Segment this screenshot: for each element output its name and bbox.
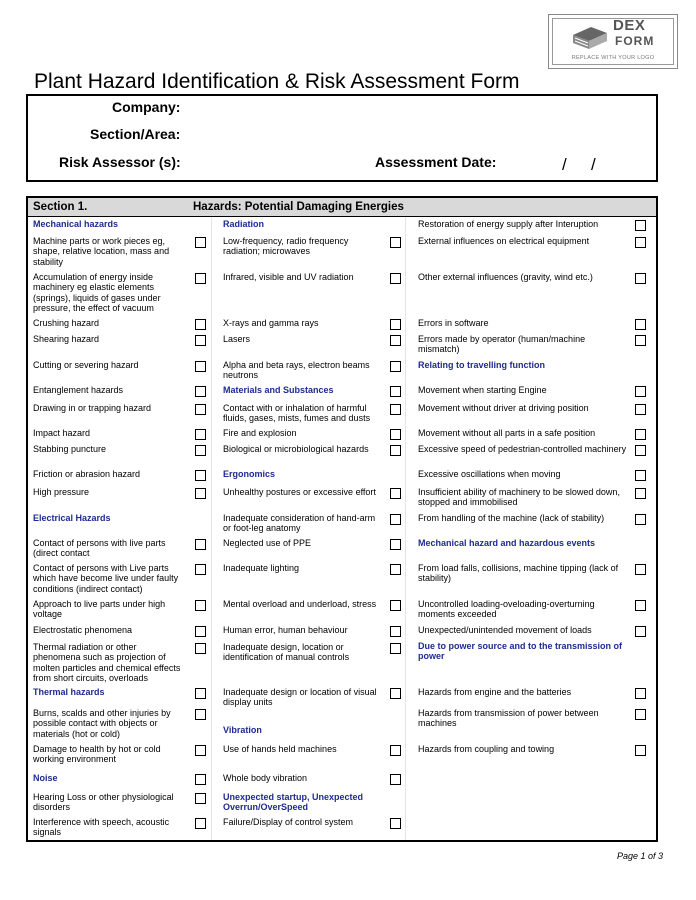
hazard-item-label: Mental overload and underload, stress: [223, 599, 377, 609]
hazard-item-label: Thermal radiation or other phenomena such as projection of molten particles and chemical effects from short circuits, overloads: [33, 642, 181, 684]
hazard-item-label: Movement when starting Engine: [418, 385, 547, 395]
date-slash-2: /: [591, 155, 596, 174]
hazard-category-heading: Ergonomics: [223, 469, 276, 479]
hazard-checkbox[interactable]: [195, 273, 206, 284]
section-heading: Hazards: Potential Damaging Energies: [193, 201, 404, 213]
risk-assessor-label: Risk Assessor (s):: [59, 154, 181, 170]
hazard-item-label: Failure/Display of control system: [223, 817, 354, 827]
column-divider: [405, 217, 406, 840]
hazard-item-label: Hazards from transmission of power between machines: [418, 708, 599, 729]
hazard-item-label: Biological or microbiological hazards: [223, 444, 369, 454]
hazard-checkbox[interactable]: [195, 774, 206, 785]
hazard-checkbox[interactable]: [195, 793, 206, 804]
hazard-item-label: Drawing in or trapping hazard: [33, 403, 152, 413]
hazard-item-label: Interference with speech, acoustic signals: [33, 817, 170, 838]
hazard-item-label: Excessive oscillations when moving: [418, 469, 561, 479]
hazard-checkbox[interactable]: [635, 220, 646, 231]
hazard-item-label: Whole body vibration: [223, 773, 308, 783]
hazard-checkbox[interactable]: [635, 429, 646, 440]
column-divider: [211, 217, 212, 840]
date-slash-1: /: [562, 155, 567, 174]
hazard-item-label: Hearing Loss or other physiological disorders: [33, 792, 174, 813]
hazard-item-label: Approach to live parts under high voltage: [33, 599, 166, 620]
hazard-item-label: Other external influences (gravity, wind etc.): [418, 272, 593, 282]
hazard-checkbox[interactable]: [390, 600, 401, 611]
hazard-checkbox[interactable]: [195, 404, 206, 415]
hazard-checkbox[interactable]: [635, 237, 646, 248]
hazard-checkbox[interactable]: [195, 361, 206, 372]
hazard-checkbox[interactable]: [195, 237, 206, 248]
hazard-item-label: Burns, scalds and other injuries by possible contact with objects or materials (hot or cold): [33, 708, 171, 739]
hazard-checkbox[interactable]: [390, 237, 401, 248]
hazard-item-label: Stabbing puncture: [33, 444, 107, 454]
hazard-category-heading: Thermal hazards: [33, 687, 105, 697]
hazard-checkbox[interactable]: [390, 429, 401, 440]
hazard-category-heading: Mechanical hazards: [33, 219, 119, 229]
hazard-checkbox[interactable]: [635, 404, 646, 415]
hazard-checkbox[interactable]: [635, 335, 646, 346]
hazard-item-label: Unexpected/unintended movement of loads: [418, 625, 592, 635]
hazard-item-label: Lasers: [223, 334, 251, 344]
hazard-checkbox[interactable]: [635, 709, 646, 720]
hazard-category-heading: Unexpected startup, Unexpected Overrun/OverSpeed: [223, 792, 364, 813]
page-title: Plant Hazard Identification & Risk Assessment Form: [34, 70, 520, 93]
hazard-item-label: Contact with or inhalation of harmful fluids, gases, mists, fumes and dusts: [223, 403, 371, 424]
hazard-checkbox[interactable]: [195, 319, 206, 330]
hazard-item-label: Movement without driver at driving position: [418, 403, 589, 413]
hazard-checkbox[interactable]: [195, 539, 206, 550]
hazard-category-heading: Radiation: [223, 219, 265, 229]
hazard-item-label: Human error, human behaviour: [223, 625, 348, 635]
hazard-checkbox[interactable]: [195, 688, 206, 699]
hazard-item-label: Impact hazard: [33, 428, 91, 438]
logo-tagline: REPLACE WITH YOUR LOGO: [571, 55, 655, 61]
hazard-checkbox[interactable]: [635, 626, 646, 637]
hazard-checkbox[interactable]: [195, 818, 206, 829]
company-label: Company:: [112, 99, 181, 115]
hazard-item-label: Low-frequency, radio frequency radiation; microwaves: [223, 236, 349, 257]
hazard-checkbox[interactable]: [390, 335, 401, 346]
hazard-item-label: Errors made by operator (human/machine mismatch): [418, 334, 586, 355]
hazard-checkbox[interactable]: [195, 488, 206, 499]
hazard-checkbox[interactable]: [195, 709, 206, 720]
hazard-checkbox[interactable]: [635, 470, 646, 481]
hazard-item-label: Damage to health by hot or cold working environment: [33, 744, 161, 765]
hazard-item-label: Accumulation of energy inside machinery eg elastic elements (springs), liquids of gases under pressure, the effect of vacuum: [33, 272, 161, 314]
hazard-checkbox[interactable]: [635, 273, 646, 284]
hazard-checkbox[interactable]: [390, 404, 401, 415]
page-number: Page 1 of 3: [617, 851, 664, 861]
hazard-item-label: Movement without all parts in a safe position: [418, 428, 596, 438]
hazard-item-label: From load falls, collisions, machine tipping (lack of stability): [418, 563, 619, 584]
hazard-checkbox[interactable]: [390, 273, 401, 284]
hazard-item-label: Contact of persons with live parts (direct contact: [33, 538, 166, 559]
hazard-item-label: Use of hands held machines: [223, 744, 337, 754]
hazard-item-label: Excessive speed of pedestrian-controlled machinery: [418, 444, 627, 454]
logo-book-icon: [571, 23, 609, 53]
hazard-item-label: High pressure: [33, 487, 90, 497]
hazard-checkbox[interactable]: [390, 818, 401, 829]
hazard-checkbox[interactable]: [390, 688, 401, 699]
hazard-checkbox[interactable]: [390, 488, 401, 499]
logo-text-dex: DEX: [613, 17, 646, 34]
hazard-checkbox[interactable]: [390, 514, 401, 525]
hazard-checkbox[interactable]: [635, 319, 646, 330]
hazard-checkbox[interactable]: [635, 564, 646, 575]
section-area-label: Section/Area:: [90, 126, 181, 142]
hazard-item-label: Crushing hazard: [33, 318, 100, 328]
hazard-item-label: Contact of persons with Live parts which have become live under faulty conditions (indirect contact): [33, 563, 179, 594]
hazard-item-label: Entanglement hazards: [33, 385, 124, 395]
hazard-item-label: Machine parts or work pieces eg, shape, relative location, mass and stability: [33, 236, 170, 267]
hazard-checkbox[interactable]: [195, 745, 206, 756]
hazard-category-heading: Relating to travelling function: [418, 360, 546, 370]
company-logo: [548, 14, 678, 69]
hazard-item-label: Fire and explosion: [223, 428, 297, 438]
hazard-item-label: Uncontrolled loading-oveloading-overturning moments exceeded: [418, 599, 595, 620]
hazard-checkbox[interactable]: [635, 688, 646, 699]
hazard-checkbox[interactable]: [195, 429, 206, 440]
hazard-checkbox[interactable]: [195, 335, 206, 346]
hazard-item-label: Inadequate consideration of hand-arm or foot-leg anatomy: [223, 513, 376, 534]
hazard-table: [26, 196, 658, 842]
hazard-item-label: Inadequate lighting: [223, 563, 300, 573]
hazard-checkbox[interactable]: [195, 564, 206, 575]
section-label: Section 1.: [33, 201, 88, 213]
info-box: [26, 94, 658, 182]
hazard-item-label: Alpha and beta rays, electron beams neutrons: [223, 360, 370, 381]
hazard-checkbox[interactable]: [195, 445, 206, 456]
hazard-item-label: Friction or abrasion hazard: [33, 469, 141, 479]
hazard-checkbox[interactable]: [390, 626, 401, 637]
hazard-checkbox[interactable]: [195, 600, 206, 611]
hazard-item-label: Infrared, visible and UV radiation: [223, 272, 354, 282]
hazard-checkbox[interactable]: [635, 445, 646, 456]
hazard-item-label: Errors in software: [418, 318, 489, 328]
hazard-category-heading: Electrical Hazards: [33, 513, 111, 523]
hazard-item-label: External influences on electrical equipment: [418, 236, 590, 246]
hazard-checkbox[interactable]: [390, 745, 401, 756]
hazard-category-heading: Noise: [33, 773, 58, 783]
hazard-item-label: Hazards from coupling and towing: [418, 744, 555, 754]
hazard-item-label: Inadequate design or location of visual display units: [223, 687, 377, 708]
hazard-checkbox[interactable]: [195, 470, 206, 481]
hazard-checkbox[interactable]: [390, 643, 401, 654]
hazard-category-heading: Materials and Substances: [223, 385, 334, 395]
hazard-checkbox[interactable]: [390, 445, 401, 456]
section-header: [28, 198, 656, 217]
hazard-checkbox[interactable]: [635, 745, 646, 756]
hazard-item-label: Unhealthy postures or excessive effort: [223, 487, 376, 497]
hazard-checkbox[interactable]: [635, 514, 646, 525]
hazard-checkbox[interactable]: [195, 386, 206, 397]
hazard-item-label: From handling of the machine (lack of stability): [418, 513, 605, 523]
hazard-checkbox[interactable]: [635, 600, 646, 611]
hazard-checkbox[interactable]: [390, 774, 401, 785]
hazard-checkbox[interactable]: [390, 319, 401, 330]
hazard-checkbox[interactable]: [390, 564, 401, 575]
hazard-category-heading: Vibration: [223, 725, 262, 735]
hazard-item-label: Cutting or severing hazard: [33, 360, 139, 370]
hazard-item-label: Shearing hazard: [33, 334, 100, 344]
hazard-item-label: Electrostatic phenomena: [33, 625, 133, 635]
hazard-checkbox[interactable]: [635, 488, 646, 499]
hazard-checkbox[interactable]: [635, 386, 646, 397]
hazard-checkbox[interactable]: [390, 361, 401, 372]
hazard-checkbox[interactable]: [195, 626, 206, 637]
hazard-item-label: Restoration of energy supply after Interuption: [418, 219, 599, 229]
assessment-date-label: Assessment Date:: [375, 154, 497, 170]
hazard-item-label: Hazards from engine and the batteries: [418, 687, 572, 697]
hazard-item-label: Inadequate design, location or identification of manual controls: [223, 642, 350, 663]
hazard-category-heading: Mechanical hazard and hazardous events: [418, 538, 596, 548]
hazard-checkbox[interactable]: [195, 643, 206, 654]
hazard-item-label: Neglected use of PPE: [223, 538, 312, 548]
hazard-item-label: Insufficient ability of machinery to be slowed down, stopped and immobilised: [418, 487, 620, 508]
logo-text-form: FORM: [615, 34, 655, 48]
hazard-checkbox[interactable]: [390, 539, 401, 550]
hazard-checkbox[interactable]: [390, 386, 401, 397]
hazard-category-heading: Due to power source and to the transmission of power: [418, 641, 623, 662]
hazard-item-label: X-rays and gamma rays: [223, 318, 319, 328]
